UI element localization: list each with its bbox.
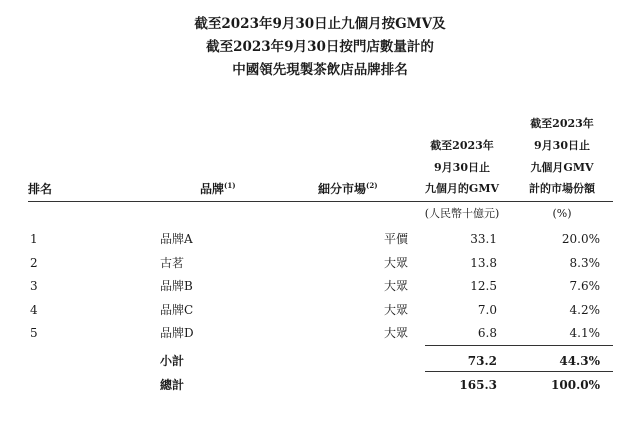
- cell-rank: 3: [30, 279, 38, 293]
- subtotal-rule: [425, 345, 613, 346]
- subtotal-label: 小計: [160, 354, 185, 368]
- total-label: 總計: [160, 378, 185, 392]
- cell-gmv: 13.8: [470, 256, 497, 270]
- cell-share: 8.3%: [569, 256, 600, 270]
- cell-gmv: 12.5: [470, 279, 497, 293]
- document-title: [0, 13, 640, 82]
- unit-share: (%): [552, 207, 572, 220]
- cell-share: 7.6%: [569, 279, 600, 293]
- total-gmv: 165.3: [459, 378, 497, 392]
- segment-note-marker: (2): [366, 181, 378, 190]
- cell-rank: 4: [30, 303, 38, 317]
- cell-share: 20.0%: [561, 232, 600, 246]
- cell-segment: 大眾: [383, 326, 408, 340]
- header-share-line-2: 9月30日止: [534, 139, 590, 152]
- header-gmv-line-1: 截至2023年: [430, 139, 494, 152]
- subtotal-share: 44.3%: [559, 354, 600, 368]
- cell-brand: 品牌B: [160, 279, 193, 293]
- header-segment: 細分市場$^{(2)}$: [318, 181, 378, 196]
- subtotal-gmv: 73.2: [467, 354, 497, 368]
- cell-brand: 品牌C: [160, 303, 194, 317]
- header-share-line-4: 計的市場份額: [529, 182, 595, 195]
- total-rule: [425, 371, 613, 372]
- cell-rank: 1: [30, 232, 38, 246]
- unit-gmv: (人民幣十億元): [424, 207, 500, 220]
- title-line-1: 截至2023年9月30日止九個月按GMV及: [194, 16, 446, 32]
- cell-segment: 大眾: [383, 279, 408, 293]
- cell-brand: 品牌D: [160, 326, 194, 340]
- cell-segment: 大眾: [383, 303, 408, 317]
- cell-brand: 古茗: [160, 256, 185, 270]
- cell-rank: 5: [30, 326, 38, 340]
- header-rule: [28, 201, 613, 202]
- cell-segment: 大眾: [383, 256, 408, 270]
- cell-share: 4.2%: [569, 303, 600, 317]
- cell-share: 4.1%: [569, 326, 600, 340]
- cell-gmv: 7.0: [477, 303, 497, 317]
- header-gmv-line-3: 九個月的GMV: [424, 182, 500, 195]
- header-rank: 排名: [28, 182, 53, 196]
- title-line-2: 截至2023年9月30日按門店數量計的: [206, 39, 434, 55]
- cell-brand: 品牌A: [160, 232, 193, 246]
- header-share-line-3: 九個月GMV: [530, 161, 594, 174]
- cell-gmv: 6.8: [477, 326, 497, 340]
- brand-note-marker: (1): [224, 181, 236, 190]
- cell-gmv: 33.1: [470, 232, 497, 246]
- header-gmv-line-2: 9月30日止: [434, 161, 490, 174]
- total-share: 100.0%: [551, 378, 600, 392]
- cell-rank: 2: [30, 256, 38, 270]
- title-line-3: 中國領先現製茶飲店品牌排名: [232, 62, 408, 78]
- header-share-line-1: 截至2023年: [530, 117, 594, 130]
- header-brand: 品牌$^{(1)}$: [200, 181, 236, 196]
- cell-segment: 平價: [383, 232, 408, 246]
